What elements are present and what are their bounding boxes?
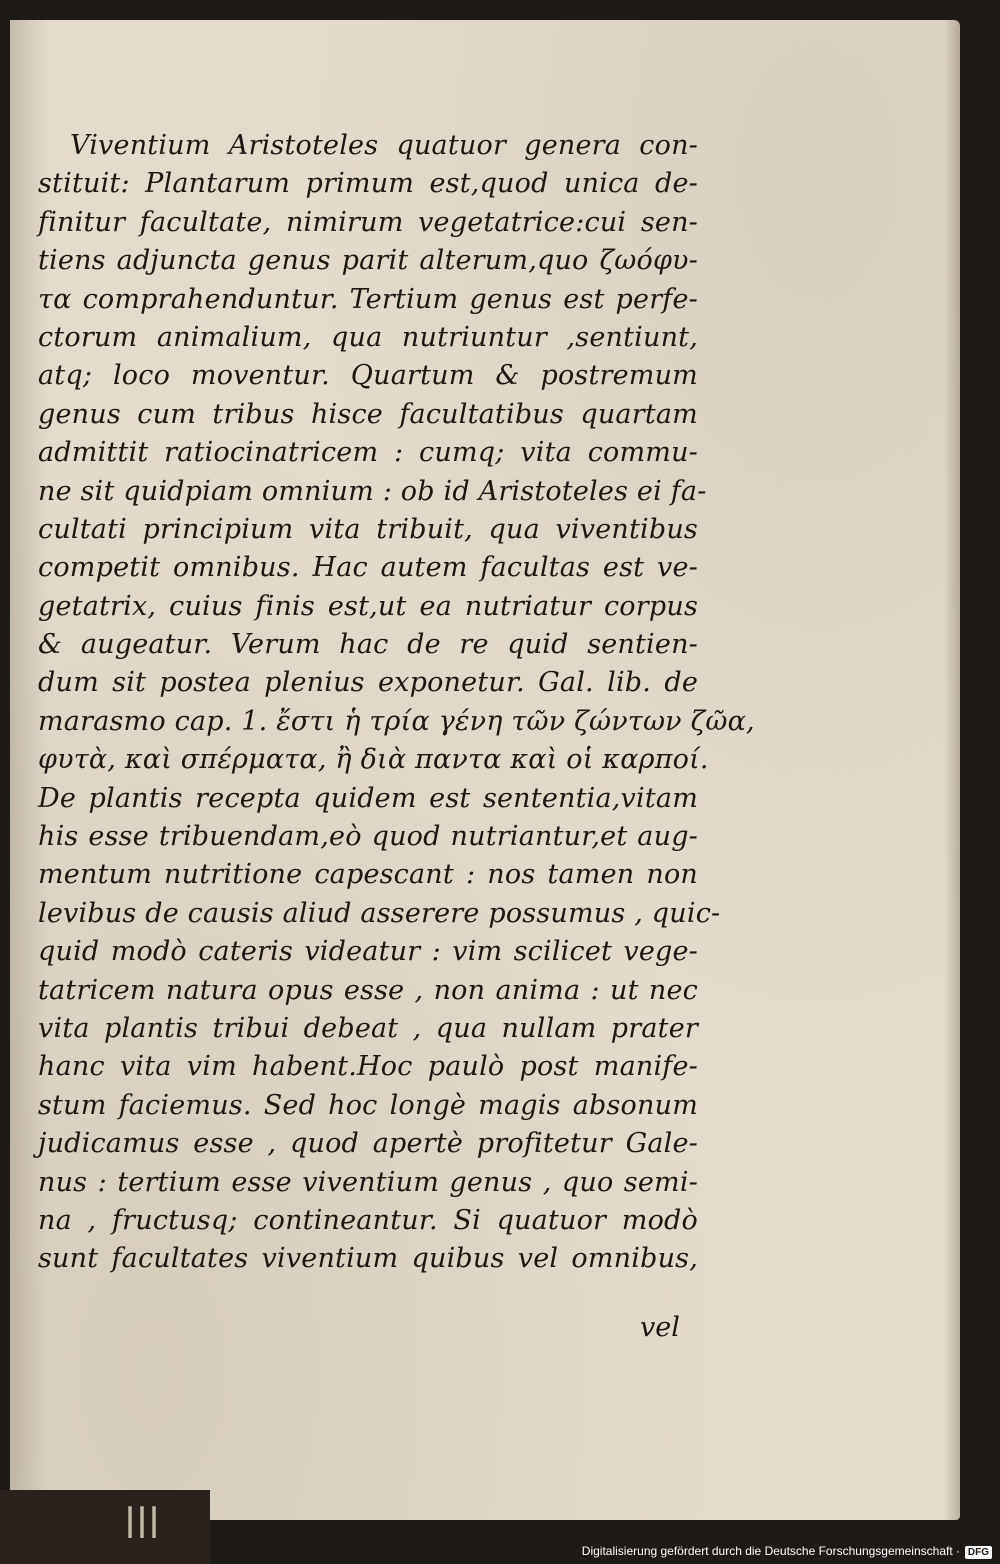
text-line: genus cum tribus hisce facultatibus quartam (38, 398, 698, 430)
catchword: vel (640, 1312, 680, 1343)
text-line: Viventium Aristoteles quatuor genera con- (70, 130, 698, 161)
text-line: levibus de causis aliud asserere possumus , quic- (38, 897, 721, 929)
text-line: stituit: Plantarum primum est,quod unica de- (38, 168, 698, 200)
body-text (38, 127, 755, 1279)
dfg-logo: DFG (965, 1546, 992, 1559)
text-line: sunt facultates viventium quibus vel omnibus, (38, 1243, 698, 1275)
digitization-credit: Digitalisierung gefördert durch die Deutsche Forschungsgemeinschaft · (581, 1544, 960, 1558)
text-line: judicamus esse , quod apertè profitetur Gale- (38, 1128, 698, 1160)
text-line: quid modò cateris videatur : vim scilicet vege- (38, 936, 698, 968)
page-edge-shadow (944, 20, 960, 1520)
torn-corner (0, 1490, 210, 1564)
text-line: τα comprahenduntur. Tertium genus est perfe- (38, 283, 698, 315)
greek-text-line: φυτὰ, καὶ σπέρματα, ἢ διὰ παντα καὶ οἱ καρποί. (38, 744, 709, 776)
binding-marks: ǀǀǀ (125, 1500, 162, 1540)
text-line: De plantis recepta quidem est sententia,vitam (38, 782, 698, 814)
text-line: atq; loco moventur. Quartum & postremum (38, 360, 698, 392)
text-line: ctorum animalium, qua nutriuntur ,sentiunt, (38, 321, 698, 353)
text-line: nus : tertium esse viventium genus , quo semi- (38, 1166, 698, 1198)
greek-text-line: marasmo cap. 1. ἔστι ἡ τρία γένη τῶν ζώντων ζῶα, (38, 705, 755, 737)
text-line: his esse tribuendam,eò quod nutriantur,et aug- (38, 821, 698, 853)
text-line: competit omnibus. Hac autem facultas est ve- (38, 552, 698, 584)
text-line: tatricem natura opus esse , non anima : ut nec (38, 974, 698, 1006)
text-line: finitur facultate, nimirum vegetatrice:cui sen- (38, 206, 698, 238)
book-page (10, 20, 960, 1520)
text-line: ne sit quidpiam omnium : ob id Aristoteles ei fa- (38, 475, 707, 507)
text-line: vita plantis tribui debeat , qua nullam prater (38, 1012, 698, 1044)
text-line: dum sit postea plenius exponetur. Gal. lib. de (38, 667, 698, 699)
text-line: getatrix, cuius finis est,ut ea nutriatur corpus (38, 590, 698, 622)
text-line: na , fructusq; contineantur. Si quatuor modò (38, 1204, 698, 1236)
text-line: tiens adjuncta genus parit alterum,quo ζωόφυ- (38, 245, 698, 277)
text-line: stum faciemus. Sed hoc longè magis absonum (38, 1089, 698, 1121)
text-line: hanc vita vim habent.Hoc paulò post manife- (38, 1051, 698, 1083)
text-line: admittit ratiocinatricem : cumq; vita commu- (38, 437, 698, 469)
text-line: & augeatur. Verum hac de re quid sentien- (38, 629, 698, 661)
text-line: mentum nutritione capescant : nos tamen non (38, 859, 698, 891)
text-line: cultati principium vita tribuit, qua viventibus (38, 513, 698, 545)
